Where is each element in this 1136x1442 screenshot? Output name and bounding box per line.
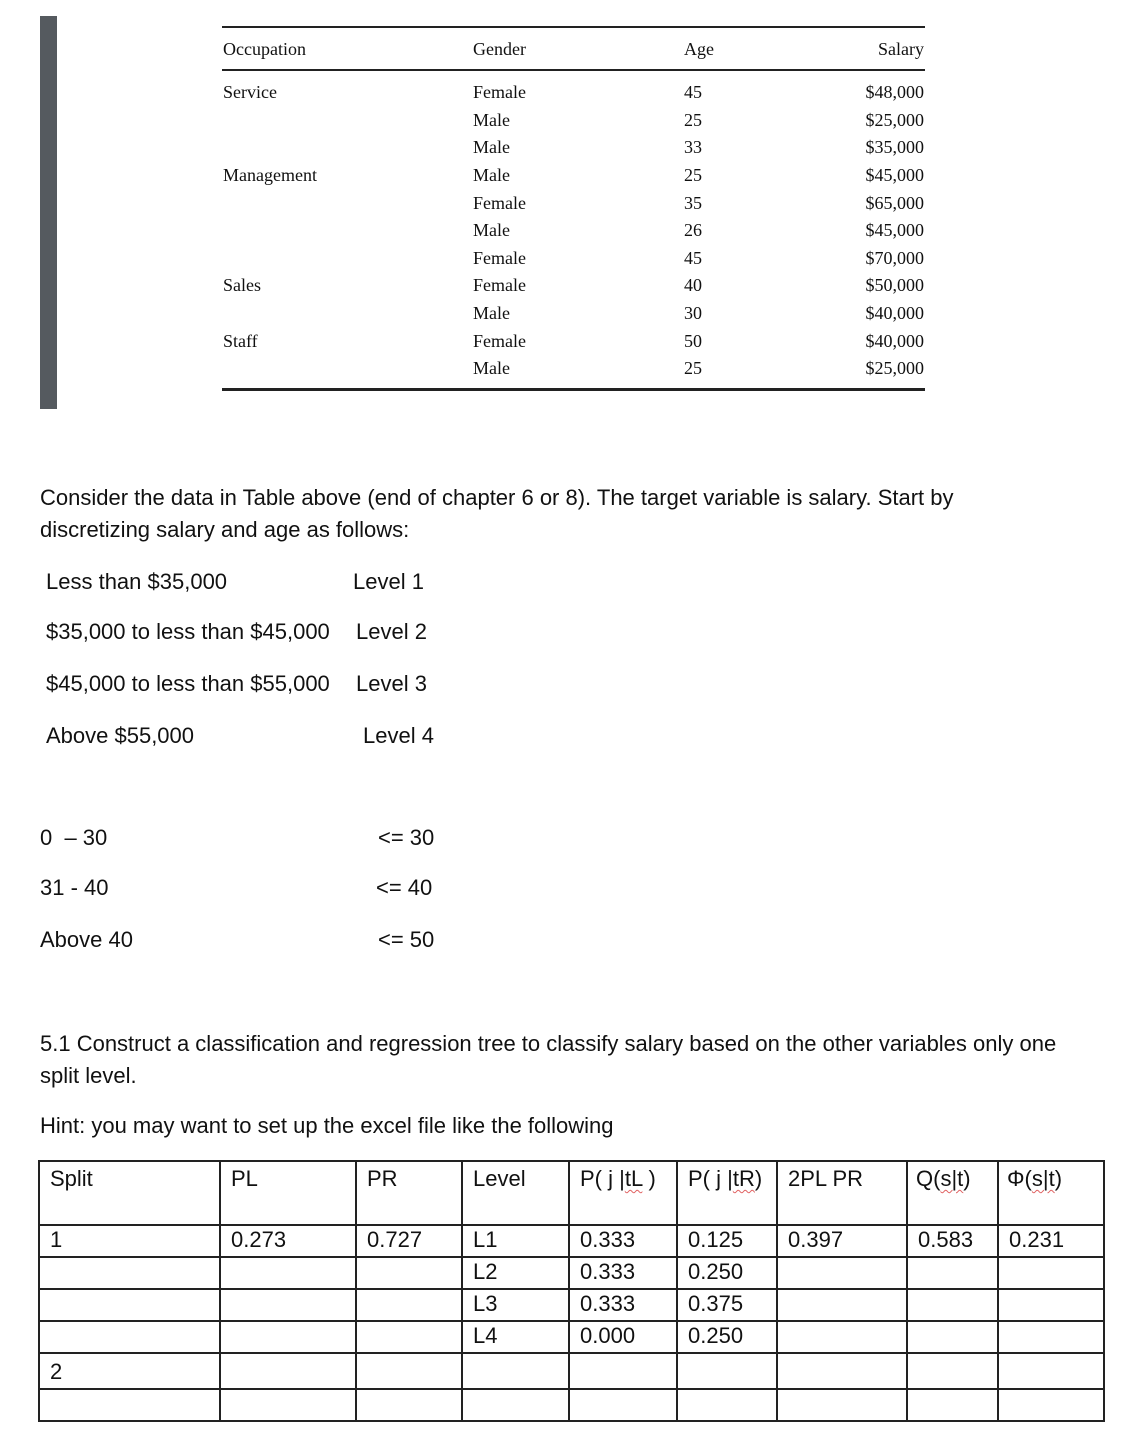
age-rule: <= 30 <box>378 825 435 850</box>
header-level: Level <box>462 1161 569 1225</box>
cell-phi-s-t <box>998 1321 1104 1353</box>
cell-age: 26 <box>684 220 702 240</box>
cell-p-j-tr: 0.375 <box>677 1289 777 1321</box>
cell-pl <box>220 1389 356 1421</box>
header-occupation: Occupation <box>223 39 306 59</box>
cell-salary: $25,000 <box>865 358 924 378</box>
table-row <box>39 1389 1104 1421</box>
header-2pl-pr: 2PL PR <box>777 1161 907 1225</box>
salary-level: Level 3 <box>356 671 427 696</box>
cell-salary: $45,000 <box>865 165 924 185</box>
cell-gender: Female <box>473 331 526 351</box>
cell-p-j-tr <box>677 1389 777 1421</box>
table-bottom-rule <box>222 388 925 391</box>
cell-pl <box>220 1353 356 1389</box>
cell-p-j-tl: 0.333 <box>569 1225 677 1257</box>
cell-salary: $35,000 <box>865 137 924 157</box>
cell-pr <box>356 1321 462 1353</box>
cell-salary: $50,000 <box>865 275 924 295</box>
cell-2pl-pr <box>777 1389 907 1421</box>
cell-age: 45 <box>684 82 702 102</box>
age-range: Above 40 <box>40 927 133 952</box>
cell-p-j-tr: 0.125 <box>677 1225 777 1257</box>
header-q-s-t <box>907 1161 998 1225</box>
age-rule: <= 50 <box>378 927 435 952</box>
table-header-row <box>39 1161 1104 1225</box>
table-top-rule <box>222 26 925 28</box>
cell-occupation: Sales <box>223 275 261 295</box>
table-header-rule <box>222 69 925 71</box>
cell-occupation: Service <box>223 82 277 102</box>
header-age: Age <box>684 39 714 59</box>
cell-age: 50 <box>684 331 702 351</box>
cell-age: 25 <box>684 358 702 378</box>
hint-text: Hint: you may want to set up the excel file like the following <box>40 1113 614 1138</box>
cell-age: 33 <box>684 137 702 157</box>
cell-age: 40 <box>684 275 702 295</box>
header-q-sub: s|t <box>940 1166 964 1191</box>
table-row <box>39 1353 1104 1389</box>
salary-level: Level 1 <box>353 569 424 594</box>
cell-level: L3 <box>462 1289 569 1321</box>
cell-age: 45 <box>684 248 702 268</box>
cell-q-s-t <box>907 1321 998 1353</box>
cell-salary: $65,000 <box>865 193 924 213</box>
cell-split: 1 <box>39 1225 220 1257</box>
cell-q-s-t <box>907 1389 998 1421</box>
cell-split <box>39 1289 220 1321</box>
cell-age: 30 <box>684 303 702 323</box>
header-phi-prefix: Φ( <box>1007 1166 1032 1191</box>
cell-p-j-tl: 0.000 <box>569 1321 677 1353</box>
header-p-j-tr-prefix: P( j | <box>688 1166 733 1191</box>
cell-gender: Female <box>473 193 526 213</box>
cell-split <box>39 1257 220 1289</box>
cell-gender: Female <box>473 82 526 102</box>
salary-range: $45,000 to less than $55,000 <box>46 671 330 696</box>
cell-pr <box>356 1353 462 1389</box>
cell-salary: $45,000 <box>865 220 924 240</box>
intro-line-2: discretizing salary and age as follows: <box>40 517 410 542</box>
cell-phi-s-t <box>998 1353 1104 1389</box>
cell-level <box>462 1389 569 1421</box>
cell-gender: Male <box>473 165 510 185</box>
cell-age: 35 <box>684 193 702 213</box>
header-phi-sub: s|t <box>1031 1166 1055 1191</box>
header-phi-suffix: ) <box>1054 1166 1063 1191</box>
cell-level: L2 <box>462 1257 569 1289</box>
cell-level <box>462 1353 569 1389</box>
table-row <box>39 1321 1104 1353</box>
cell-gender: Male <box>473 303 510 323</box>
cell-pl <box>220 1289 356 1321</box>
salary-range: Less than $35,000 <box>46 569 228 594</box>
cell-p-j-tl: 0.333 <box>569 1257 677 1289</box>
cell-phi-s-t <box>998 1289 1104 1321</box>
intro-line-1: Consider the data in Table above (end of chapter 6 or 8). The target variable is salary. Start by <box>40 485 954 510</box>
cell-gender: Male <box>473 110 510 130</box>
cell-level: L4 <box>462 1321 569 1353</box>
cell-split <box>39 1321 220 1353</box>
table-row <box>39 1257 1104 1289</box>
cell-gender: Male <box>473 220 510 240</box>
cell-split: 2 <box>39 1353 220 1389</box>
cell-salary: $25,000 <box>865 110 924 130</box>
header-gender: Gender <box>473 39 526 59</box>
header-q-suffix: ) <box>963 1166 971 1191</box>
salary-range: $35,000 to less than $45,000 <box>46 619 330 644</box>
header-salary: Salary <box>878 39 924 59</box>
header-p-j-tl-sub: tL <box>624 1166 643 1191</box>
cell-2pl-pr <box>777 1321 907 1353</box>
cell-gender: Male <box>473 358 510 378</box>
cell-phi-s-t <box>998 1389 1104 1421</box>
cell-pr <box>356 1257 462 1289</box>
cell-p-j-tr <box>677 1353 777 1389</box>
cell-pr <box>356 1289 462 1321</box>
header-split: Split <box>39 1161 220 1225</box>
header-pl: PL <box>220 1161 356 1225</box>
table-row <box>39 1225 1104 1257</box>
cell-salary: $70,000 <box>865 248 924 268</box>
cell-2pl-pr <box>777 1257 907 1289</box>
cell-phi-s-t: 0.231 <box>998 1225 1104 1257</box>
header-p-j-tl-suffix: ) <box>642 1166 656 1191</box>
cell-salary: $48,000 <box>865 82 924 102</box>
age-range: 0 – 30 <box>40 825 108 850</box>
cell-phi-s-t <box>998 1257 1104 1289</box>
split-calculation-table <box>38 1160 1105 1422</box>
header-phi-s-t <box>998 1161 1104 1225</box>
cell-2pl-pr: 0.397 <box>777 1225 907 1257</box>
question-line-2: split level. <box>40 1063 137 1088</box>
age-rule: <= 40 <box>376 875 433 900</box>
cell-p-j-tl <box>569 1353 677 1389</box>
cell-age: 25 <box>684 110 702 130</box>
cell-gender: Female <box>473 275 526 295</box>
cell-gender: Male <box>473 137 510 157</box>
cell-q-s-t <box>907 1353 998 1389</box>
salary-range: Above $55,000 <box>46 723 195 748</box>
cell-salary: $40,000 <box>865 303 924 323</box>
cell-p-j-tl <box>569 1389 677 1421</box>
header-p-j-tr-sub: tR <box>732 1166 755 1191</box>
cell-p-j-tr: 0.250 <box>677 1321 777 1353</box>
header-q-prefix: Q( <box>916 1166 941 1191</box>
cell-occupation: Staff <box>223 331 258 351</box>
cell-q-s-t: 0.583 <box>907 1225 998 1257</box>
header-p-j-tr <box>677 1161 777 1225</box>
header-p-j-tr-suffix: ) <box>754 1166 763 1191</box>
cell-p-j-tl: 0.333 <box>569 1289 677 1321</box>
salary-level: Level 4 <box>363 723 434 748</box>
cell-split <box>39 1389 220 1421</box>
table-row <box>39 1289 1104 1321</box>
header-p-j-tl-prefix: P( j | <box>580 1166 625 1191</box>
left-margin-bar <box>40 16 57 409</box>
cell-pr: 0.727 <box>356 1225 462 1257</box>
cell-age: 25 <box>684 165 702 185</box>
salary-level: Level 2 <box>356 619 427 644</box>
header-pr: PR <box>356 1161 462 1225</box>
question-line-1: 5.1 Construct a classification and regression tree to classify salary based on the other variables only one <box>40 1031 1057 1056</box>
cell-pl <box>220 1321 356 1353</box>
cell-occupation: Management <box>223 165 317 185</box>
age-range: 31 - 40 <box>40 875 109 900</box>
cell-pl: 0.273 <box>220 1225 356 1257</box>
cell-2pl-pr <box>777 1289 907 1321</box>
cell-p-j-tr: 0.250 <box>677 1257 777 1289</box>
cell-gender: Female <box>473 248 526 268</box>
cell-2pl-pr <box>777 1353 907 1389</box>
cell-level: L1 <box>462 1225 569 1257</box>
cell-pl <box>220 1257 356 1289</box>
cell-q-s-t <box>907 1257 998 1289</box>
cell-pr <box>356 1389 462 1421</box>
cell-salary: $40,000 <box>865 331 924 351</box>
cell-q-s-t <box>907 1289 998 1321</box>
header-p-j-tl <box>569 1161 677 1225</box>
